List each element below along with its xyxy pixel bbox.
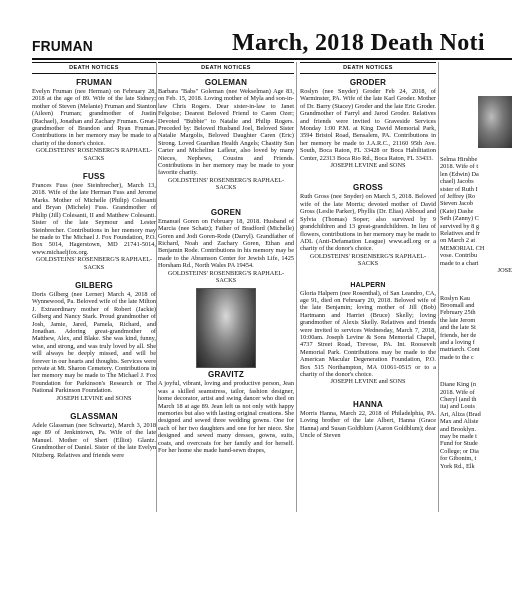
notice xyxy=(158,208,294,285)
notice-text: Gloria Halpern (nee Rosenthal), of San Leandro, CA, age 91, died on February 20, 2018. Beloved wife of the late Benjamin; loving mother of Jill (Bob) Hartmann and Harriet (Bruce) Skelly; loving grandmother of Alexis Skelly. Relatives and friends were invited to services Wednesday, March 7, 2018, 10:00am. Joseph Levine & Sons Memorial Chapel, 4737 Street Road, Trevose, PA. Int. Roosevelt Memorial Park. Contributions may be made to the American Macular Degeneration Foundation, P.O. Box 515 Northampton, MA 01061-0515 or to a charity of the donor's choice. xyxy=(300,289,436,378)
notice-text-line: College; or Dia xyxy=(440,447,479,455)
notice-name: GILBERG xyxy=(75,280,113,290)
notice-text-line: Roslyn Kau xyxy=(440,294,470,302)
funeral-home: GOLDSTEINS' ROSENBERG'S RAPHAEL-SACKS xyxy=(309,252,427,268)
death-notices-label: DEATH NOTICES xyxy=(300,62,436,74)
notice-text-line: friends, her de xyxy=(440,331,477,339)
notice-name: HALPERN xyxy=(350,281,386,289)
notice-name: GLASSMAN xyxy=(70,412,118,422)
notice-name: GRAVITZ xyxy=(208,370,244,380)
section-name: FRUMAN xyxy=(32,38,93,55)
notice-text-line: February 25th xyxy=(440,309,476,317)
notice xyxy=(158,78,294,192)
notice-text-line: Seth (Zanny) C xyxy=(440,215,479,223)
notice-text: Adele Glassman (nee Schwartz), March 3, 2018 age 89 of Jenkintown, Pa. Wife of the late Manuel. Mother of Sheri (Elliot) Glantz. Grandmother of Daniel. Sister of the late Evelyn Nitzberg. Relatives and friends were xyxy=(32,422,156,459)
notice-text-line: York Rd., Elk xyxy=(440,462,475,470)
column-divider xyxy=(296,62,297,512)
notice-text: Evelyn Fruman (nee Herman) on February 28, 2018 at the age of 89. Wife of the late Sidney; mother of Steven (Melanie) Fruman and Stanton (Aileen) Fruman; grandmother of Justin (Rachael), Jonathan and Zachary Fruman. Great-grandmother of Brandon and Ryan Fruman. Contributions in her memory may be made to a charity of the donor's choice. xyxy=(32,88,156,147)
column-divider xyxy=(438,62,439,512)
notice-text-line: Ari, Aliza (Brad xyxy=(440,410,481,418)
notice xyxy=(440,156,512,275)
funeral-home: JOSE xyxy=(497,267,512,275)
page-title: March, 2018 Death Noti xyxy=(232,30,485,56)
notice xyxy=(440,381,512,470)
notice-name: GRODER xyxy=(349,78,387,87)
notice-text: Morris Hanna, March 22, 2018 of Philadelphia, PA. Loving brother of the late Albert, Hanna (Grace Hanna) and Susan Goldblum (Aaron Goldblum); dear Uncle of Steven xyxy=(300,409,436,440)
notice-text-line: on March 2 at xyxy=(440,237,476,245)
notice-text-line: the late Jerom xyxy=(440,316,476,324)
notice-text: Frances Fuss (nee Steinbrecher), March 13, 2018. Wife of the late Herman Fuss and Jerome Marks. Mother of Michelle (Philip) Colesanti and Bryan (Michele) Fuss. Grandmother of Philip (Jill) Colesanti, II and Matthew Colesanti. Sister of the late Seymour and Lester Steinbrecher. Contributions in her memory may be made to The Michael J. Fox Foundation, P.O. Box 5014, Hagerstown, MD 21741-5014, www.michaeljfox.org. xyxy=(32,182,156,256)
notice-text-line: survived by 8 g xyxy=(440,222,480,230)
notice-text-line: and the late St xyxy=(440,324,476,332)
funeral-home: GOLDSTEINS' ROSENBERG'S RAPHAEL-SACKS xyxy=(35,147,153,162)
notice-name: GOREN xyxy=(210,207,242,217)
notice-text: Doris Gilberg (nee Lerner) March 4, 2018 of Wynnewood, Pa. Beloved wife of the late Milton J. Extraordinary mother of Robert (Jackie) Gilberg and Nancy Stark. Proud grandmother of Josh, Jamie, Jared, Pamela, Richard, and Jonathan. Adoring great-grandmother of Matthew, Alex, and Blake. She was kind, funny, wise, and strong, and was truly loved by all. She will always be deeply missed, and will be forever in our hearts and thoughts. Services were private at Mt. Sharon Cemetery. Contributions in her memory may be made to The Michael J. Fox Foundation for Parkinson's Research or The National Parkinson Foundation. xyxy=(32,290,156,395)
notice-text-line: matriarch. Cont xyxy=(440,346,480,354)
notice-text-line: Diane King (n xyxy=(440,381,477,389)
notice-text-line: and a loving f xyxy=(440,338,475,346)
notice-text-line: may be made t xyxy=(440,433,477,440)
notice-text-line: made to the c xyxy=(440,353,474,361)
notice xyxy=(300,400,436,440)
column-2 xyxy=(158,62,294,512)
notice-text-line: Relatives and fr xyxy=(440,230,480,238)
notice-text-line: Broomall and xyxy=(440,301,475,309)
death-notices-label: DEATH NOTICES xyxy=(158,62,294,74)
notice xyxy=(32,281,156,402)
notice-text-line: (Kate) Dashe xyxy=(440,207,474,215)
notice-text: Emanuel Goren on February 18, 2018. Husband of Marcia (nee Schatz); Father of Bradford (Michelle) Goren and Jodi Goren-Rode (Darryl). Grandfather of Richard, Noah and Zachary Goren, Ethan and Benjamin Rode. Contributions in his memory may be made to the Abramson Center for Jewish Life, 1425 Horsham Rd., North Wales PA 19454. xyxy=(158,217,294,270)
portrait-photo xyxy=(196,288,256,368)
notice xyxy=(32,78,156,162)
column-3 xyxy=(300,62,436,512)
funeral-home: GOLDSTEINS' ROSENBERG'S RAPHAEL-SACKS xyxy=(167,176,285,192)
notice-text-line: Selma Hirshbe xyxy=(440,156,478,163)
notice xyxy=(158,370,294,454)
notice-text-line: MEMORIAL CH xyxy=(440,244,485,252)
column-divider xyxy=(156,62,157,512)
notice-text-line: for Gibonim, t xyxy=(440,455,477,463)
portrait-photo xyxy=(478,96,512,148)
notice-text-line: len (Edwin) Da xyxy=(440,170,479,178)
notice-name: FRUMAN xyxy=(76,78,112,87)
notice-text-line: Fund for Stude xyxy=(440,440,478,448)
death-notices-label: DEATH NOTICES xyxy=(32,62,156,74)
notice-text-line: 2018. Wife of t xyxy=(440,163,479,171)
notice-text-line: vose. Contribu xyxy=(440,252,478,260)
notice-text: A joyful, vibrant, loving and productive person, Jean was a skilled seamstress, tailor, fashion designer, home decorator, artist and swing dancer who died on March 18 at age 89. Jean left us not only with happy memories but also with lasting original creations. She designed and sewed three wedding gowns. One for each of her two daughters and one for her niece. She designed and sewed many dresses, gowns, suits, coats, and overcoats for her family and for herself. For her home she made hand-sewn drapes, xyxy=(158,380,294,454)
notice xyxy=(300,282,436,386)
funeral-home: GOLDSTEINS' ROSENBERG'S RAPHAEL-SACKS xyxy=(35,256,153,271)
funeral-home: JOSEPH LEVINE and SONS xyxy=(330,162,406,170)
notice xyxy=(440,295,512,362)
funeral-home: JOSEPH LEVINE and SONS xyxy=(56,394,132,402)
column-4 xyxy=(440,156,512,606)
notice-name: GROSS xyxy=(353,183,383,193)
notice xyxy=(300,183,436,267)
funeral-home: GOLDSTEINS' ROSENBERG'S RAPHAEL-SACKS xyxy=(167,269,285,284)
notice-text-line: chael) Jacobs xyxy=(440,178,474,186)
notice xyxy=(32,172,156,271)
notice xyxy=(300,78,436,169)
notice-name: FUSS xyxy=(82,172,106,182)
header-rule xyxy=(32,58,512,60)
notice-text-line: Cheryl (and th xyxy=(440,395,477,403)
notice-text-line: Steven Jacob xyxy=(440,200,474,208)
notice-text: Roslyn (nee Snyder) Groder Feb 24, 2018, of Warminster, PA. Wife of the late Karl Groder. Mother of Dr. Barry (Stacey) Groder and the late Eric Groder. Grandmother of Farryl and Jarod Groder. Relatives and friends were invited to Graveside Services Monday 1:00 P.M. at King David Memorial Park, 3594 Bristol Road, Bensalem, PA. Contributions in her memory be made to J.A.R.C., 21160 95th Ave. South, Boca Raton, FL 33428 or Boca Habilitation Center, 22313 Boca Rio Rd., Boca Raton, FL 33433. xyxy=(300,88,436,162)
notice-text: Barbara "Babs" Goleman (nee Wekselman) Age 83, on Feb. 15, 2018. Loving mother of Myla and son-in-law Chris Rogers. Dear sister-in-law to Janet Felgoise; Dearest Beloved Friend to Caren Ozer; Devoted "Bubbie" to Natalie and Philip Rogers. Preceded by: Beloved Husband Joel, Beloved Sister Natalie Margolis, Beloved Daughter Caren (Eric) Strong. Loved Guardian Health Angels; Chastity Sun Carter and Micheline Lafleur, also loved by many Nieces, Nephews, Cousins and Friends. Contributions in her memory may be made to your favorite charity. xyxy=(158,88,294,177)
notice-text: Ruth Gross (nee Snyder) on March 5, 2018. Beloved wife of the late Morris; devoted mother of David Gross (Leslie Parker), Phyllis (Dr. Elias) Abboud and Sylvia (Thomas) Soper; also survived by 9 grandchildren and 13 great-grandchildren. In lieu of flowers, contributions in her memory may be made to ADL (Anti-Defamation League) www.adl.org or a charity of the donor's choice. xyxy=(300,193,436,253)
funeral-home: JOSEPH LEVINE and SONS xyxy=(330,378,406,386)
notice-text-line: Max and Aliste xyxy=(440,418,479,426)
notice-text-line: of Jeffrey (Ro xyxy=(440,193,476,201)
notice-name: HANNA xyxy=(353,399,383,409)
column-1 xyxy=(32,62,156,512)
notice-text-line: sister of Ruth I xyxy=(440,185,478,193)
notice-text-line: and Brooklyn. xyxy=(440,425,477,433)
notice-name: GOLEMAN xyxy=(204,78,248,87)
notice-text-line: 2018. Wife of xyxy=(440,388,475,396)
notice-text-line: made to a chari xyxy=(440,259,479,267)
notice xyxy=(32,412,156,459)
notice-text-line: ita) and Louis xyxy=(440,403,475,411)
